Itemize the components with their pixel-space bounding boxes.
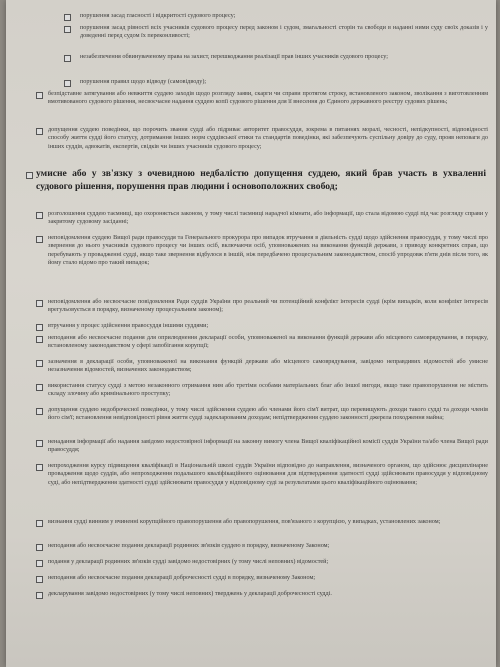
checkbox[interactable]: [36, 92, 43, 99]
item-misconduct: допущення суддею поведінки, що порочить звання судді або підриває авторитет правосуддя, зокрема в питаннях моралі, чесності, непідкупності, відповідності способу життя судді його статусу, дотримання інших норм суддівської етики та стандартів поведінки, які забезпечують суспільну довіру до суду, прояв неповаги до інших суддів, адвокатів, експертів, свідків чи інших учасників судового процесу;: [48, 126, 488, 150]
checkbox[interactable]: [36, 360, 43, 367]
item-dishonest: допущення суддею недоброчесної поведінки, у тому числі здійснення суддею або членами його сім'ї витрат, що перевищують доходи такого судді та доходи членів його сім'ї; встановлення невідповідності рівня життя судді задекларованим доходам; непідтвердження суддею законності джерела походження майна;: [48, 406, 488, 422]
checkbox[interactable]: [36, 576, 43, 583]
checkbox[interactable]: [36, 408, 43, 415]
checkbox[interactable]: [36, 384, 43, 391]
checkbox[interactable]: [64, 26, 71, 33]
item-status-abuse: використання статусу судді з метою незаконного отримання ним або третіми особами матеріальних благ або іншої вигоди, якщо таке правопорушення не містить складу злочину або кримінального проступку;: [48, 382, 488, 398]
checkbox[interactable]: [64, 55, 71, 62]
item-conflict: неповідомлення або несвоєчасне повідомлення Ради суддів України про реальний чи потенційний конфлікт інтересів судді (крім випадків, коли конфлікт інтересів врегульовується в порядку, визначеному процесуальним законом);: [48, 298, 488, 314]
checkbox[interactable]: [36, 300, 43, 307]
item-family-decl-late: неподання або несвоєчасне подання декларації родинних зв'язків суддею в порядку, визначеному Законом;: [48, 542, 330, 549]
checkbox[interactable]: [64, 14, 71, 21]
checkbox[interactable]: [36, 560, 43, 567]
checkbox[interactable]: [36, 236, 43, 243]
bold-heading: умисне або у зв'язку з очевидною недбалістю допущення суддею, який брав участь в ухваленні судового рішення, порушення прав людини і основоположних свобод;: [36, 168, 486, 192]
sub-item-4: порушення правил щодо відводу (самовідводу);: [80, 78, 207, 85]
checkbox[interactable]: [36, 464, 43, 471]
item-false-info: ненадання інформації або надання завідомо недостовірної інформації на законну вимогу члена Вищої кваліфікаційної комісії суддів України та/або члена Вищої ради правосуддя;: [48, 438, 488, 454]
checkbox[interactable]: [26, 172, 33, 179]
item-delay: безпідставне затягування або невжиття суддею заходів щодо розгляду заяви, скарги чи справи протягом строку, встановленого законом, зволікання з виготовленням вмотивованого судового рішення, несвоєчасне надання суддею копії судового рішення для її внесення до Єдиного державного реєстру судових рішень;: [48, 90, 488, 106]
checkbox[interactable]: [36, 324, 43, 331]
checkbox[interactable]: [36, 544, 43, 551]
checkbox[interactable]: [36, 592, 43, 599]
item-family-decl-false: подання у декларації родинних зв'язків судді завідомо недостовірних (у тому числі неповних) відомостей;: [48, 558, 329, 565]
item-interference-report: неповідомлення суддею Вищої ради правосуддя та Генерального прокурора про випадок втручання в діяльність судді щодо здійснення правосуддя, у тому числі про звернення до нього учасників судового процесу чи інших осіб, включаючи осіб, уповноважених на виконання функцій держави, з приводу конкретних справ, що перебувають у провадженні судді, якщо таке звернення відбулося в іншій, ніж передбачено процесуальним законодавством, спосіб упродовж п'яти днів після того, як йому стало відомо про такий випадок;: [48, 234, 488, 266]
checkbox[interactable]: [64, 80, 71, 87]
checkbox[interactable]: [36, 212, 43, 219]
document-page: [6, 0, 496, 667]
item-declaration-late: неподання або несвоєчасне подання для оприлюднення декларації особи, уповноваженої на виконання функцій держави або місцевого самоврядування, в порядку, встановленому законодавством у сфері запобігання корупції;: [48, 334, 488, 350]
sub-item-2: порушення засад рівності всіх учасників судового процесу перед законом і судом, змагальності сторін та свободи в наданні ними суду своїх доказів і у доведенні перед судом їх переконливості;: [80, 24, 488, 40]
checkbox[interactable]: [36, 440, 43, 447]
item-secret: розголошення суддею таємниці, що охороняється законом, у тому числі таємниці нарадчої кімнати, або інформації, що стала відомою судді під час розгляду справи у закритому судовому засіданні;: [48, 210, 488, 226]
sub-item-1: порушення засад гласності і відкритості судового процесу;: [80, 12, 236, 19]
item-corruption: визнання судді винним у вчиненні корупційного правопорушення або правопорушення, пов'язаного з корупцією, у випадках, установлених законом;: [48, 518, 441, 525]
checkbox[interactable]: [36, 520, 43, 527]
item-training: непроходження курсу підвищення кваліфікації в Національній школі суддів України відповідно до направлення, визначеного органом, що здійснює дисциплінарне провадження щодо суддів, або непроходження подальшого кваліфікаційного оцінювання для підтвердження здатності судді здійснювати правосуддя у відповідному суді, або непідтвердження здатності судді здійснювати правосуддя у відповідному суді за результатами цього кваліфікаційного оцінювання;: [48, 462, 488, 486]
item-integrity-decl-false: декларування завідомо недостовірних (у тому числі неповних) тверджень у декларації доброчесності судді.: [48, 590, 332, 597]
item-interference: втручання у процес здійснення правосуддя іншими суддями;: [48, 322, 209, 329]
item-declaration-false: зазначення в декларації особи, уповноваженої на виконання функцій держави або місцевого самоврядування, завідомо неправдивих відомостей або умисне незазначення відомостей, визначених законодавством;: [48, 358, 488, 374]
checkbox[interactable]: [36, 336, 43, 343]
item-integrity-decl-late: неподання або несвоєчасне подання декларації доброчесності судді в порядку, визначеному Законом;: [48, 574, 316, 581]
checkbox[interactable]: [36, 128, 43, 135]
sub-item-3: незабезпечення обвинуваченому права на захист, перешкоджання реалізації прав інших учасників судового процесу;: [80, 53, 388, 60]
